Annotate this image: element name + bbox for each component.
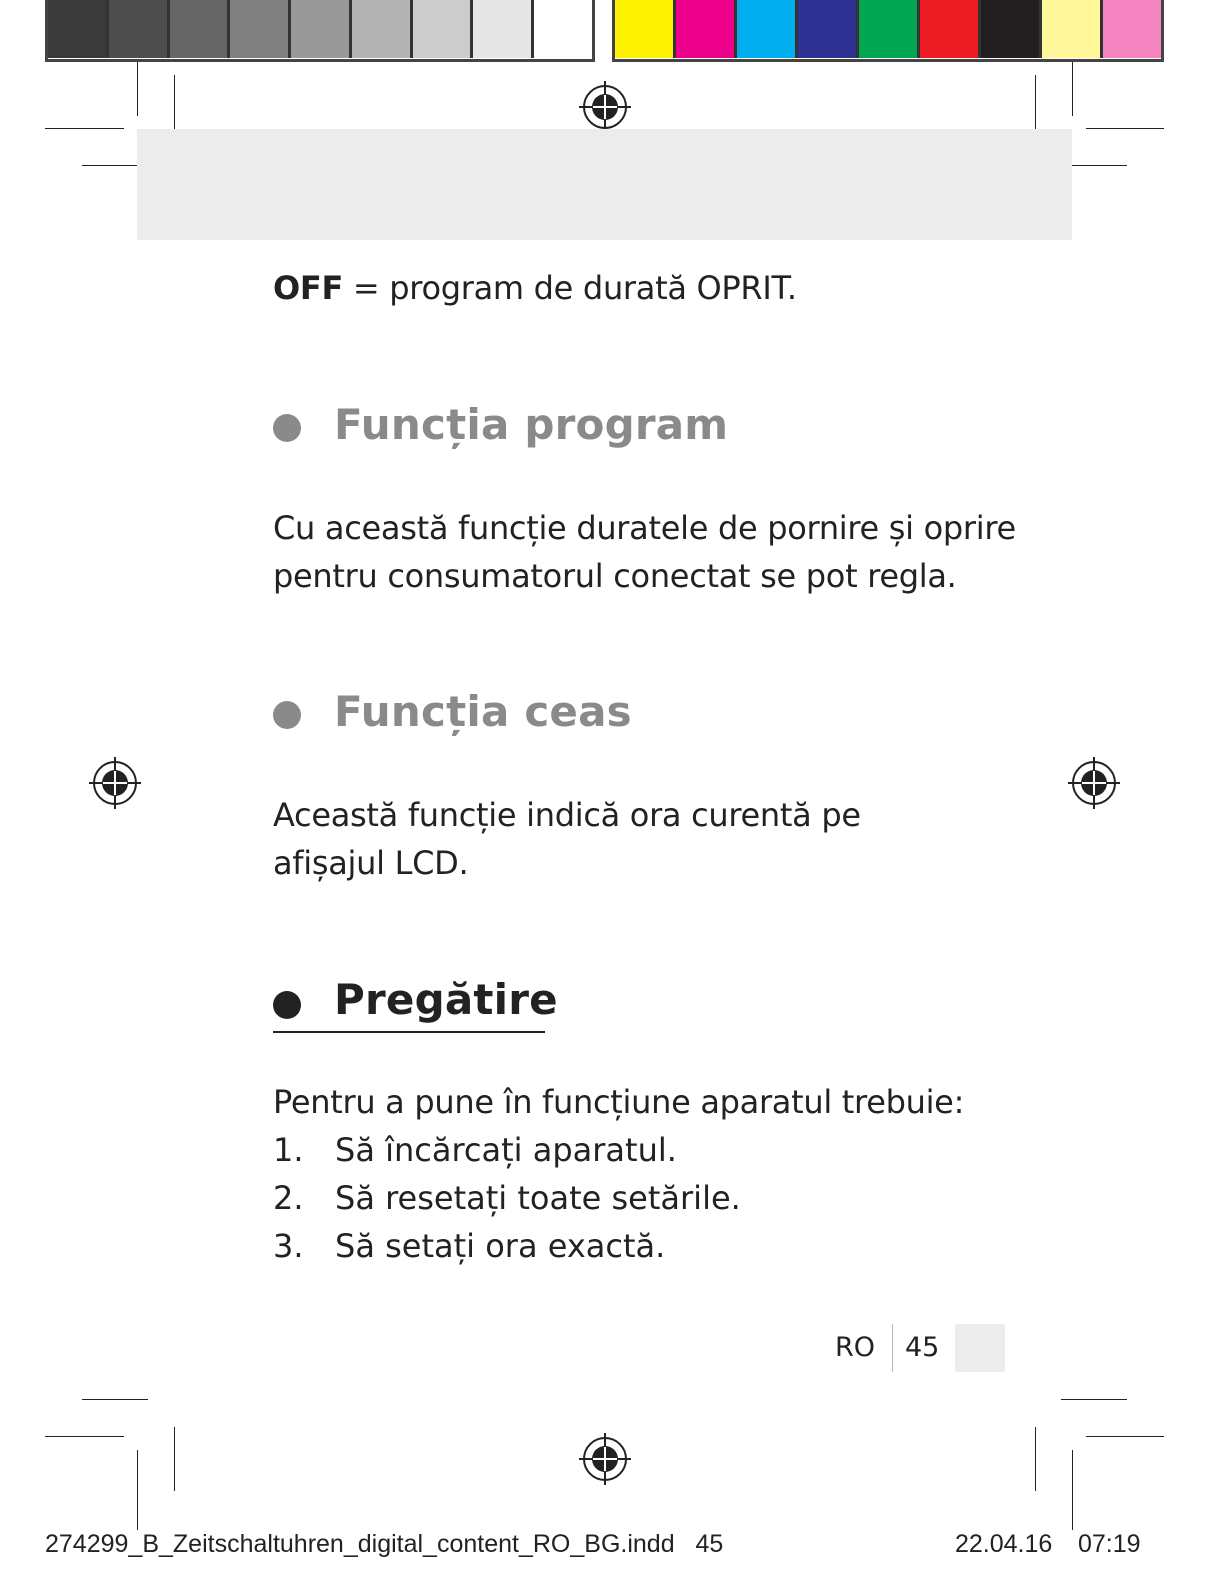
registration-mark-icon	[89, 757, 141, 809]
header-band	[137, 129, 1072, 240]
list-text: Să setați ora exactă.	[335, 1227, 666, 1265]
crop-mark	[1061, 1399, 1127, 1400]
list-number: 3.	[273, 1227, 304, 1265]
color-swatch	[48, 0, 109, 58]
color-swatch	[920, 0, 981, 58]
registration-mark-icon	[579, 1433, 631, 1485]
color-swatch	[615, 0, 676, 58]
color-swatch	[1103, 0, 1161, 58]
list-item	[273, 1174, 741, 1222]
section-paragraph	[273, 791, 861, 887]
section-bullet-icon	[273, 414, 301, 442]
paragraph-line: Cu această funcție duratele de pornire și oprire	[273, 509, 1016, 547]
list-text: Să resetați toate setările.	[335, 1179, 741, 1217]
section-title: Funcția program	[334, 400, 729, 449]
definition-text: = program de durată OPRIT.	[343, 269, 797, 307]
definition-term: OFF	[273, 269, 344, 307]
color-swatch	[170, 0, 231, 58]
process-color-bar	[612, 0, 1164, 62]
section-paragraph	[273, 504, 1016, 600]
list-item	[273, 1126, 677, 1174]
crop-mark	[174, 1427, 175, 1491]
color-swatch	[109, 0, 170, 58]
footer-language: RO	[835, 1332, 876, 1363]
section-underline	[273, 1031, 545, 1033]
crop-mark	[82, 1399, 148, 1400]
crop-mark	[45, 1436, 124, 1437]
definition-line	[273, 264, 797, 312]
crop-mark	[137, 62, 138, 116]
crop-mark	[1035, 1427, 1036, 1491]
list-text: Să încărcați aparatul.	[335, 1131, 677, 1169]
color-swatch	[676, 0, 737, 58]
paragraph-line: Această funcție indică ora curentă pe	[273, 796, 861, 834]
paragraph-line: pentru consumatorul conectat se pot regla.	[273, 557, 957, 595]
color-swatch	[291, 0, 352, 58]
registration-mark-icon	[579, 81, 631, 133]
list-item	[273, 1222, 665, 1270]
slug-date: 22.04.16	[955, 1530, 1053, 1558]
color-swatch	[413, 0, 474, 58]
section-title: Funcția ceas	[334, 687, 632, 736]
crop-mark	[1086, 128, 1164, 129]
color-swatch	[798, 0, 859, 58]
section-intro: Pentru a pune în funcțiune aparatul trebuie:	[273, 1083, 965, 1121]
page-number: 45	[905, 1332, 940, 1363]
crop-mark	[1072, 1450, 1073, 1530]
color-swatch	[859, 0, 920, 58]
paragraph-line: afișajul LCD.	[273, 844, 469, 882]
color-swatch	[737, 0, 798, 58]
grayscale-color-bar	[45, 0, 595, 62]
color-swatch	[1042, 0, 1103, 58]
section-bullet-icon	[273, 701, 301, 729]
list-number: 2.	[273, 1179, 304, 1217]
list-number: 1.	[273, 1131, 304, 1169]
crop-mark	[1072, 62, 1073, 116]
footer-divider	[892, 1324, 893, 1372]
crop-mark	[137, 1450, 138, 1530]
color-swatch	[352, 0, 413, 58]
crop-mark	[45, 128, 124, 129]
section-bullet-icon	[273, 991, 301, 1019]
color-swatch	[230, 0, 291, 58]
color-swatch	[981, 0, 1042, 58]
slug-time: 07:19	[1078, 1530, 1141, 1558]
file-slug: 274299_B_Zeitschaltuhren_digital_content_RO_BG.indd 45	[45, 1530, 724, 1558]
registration-mark-icon	[1068, 757, 1120, 809]
crop-mark	[1086, 1436, 1164, 1437]
section-title: Pregătire	[334, 975, 558, 1024]
color-swatch	[534, 0, 592, 58]
color-swatch	[473, 0, 534, 58]
footer-tab	[955, 1324, 1005, 1372]
